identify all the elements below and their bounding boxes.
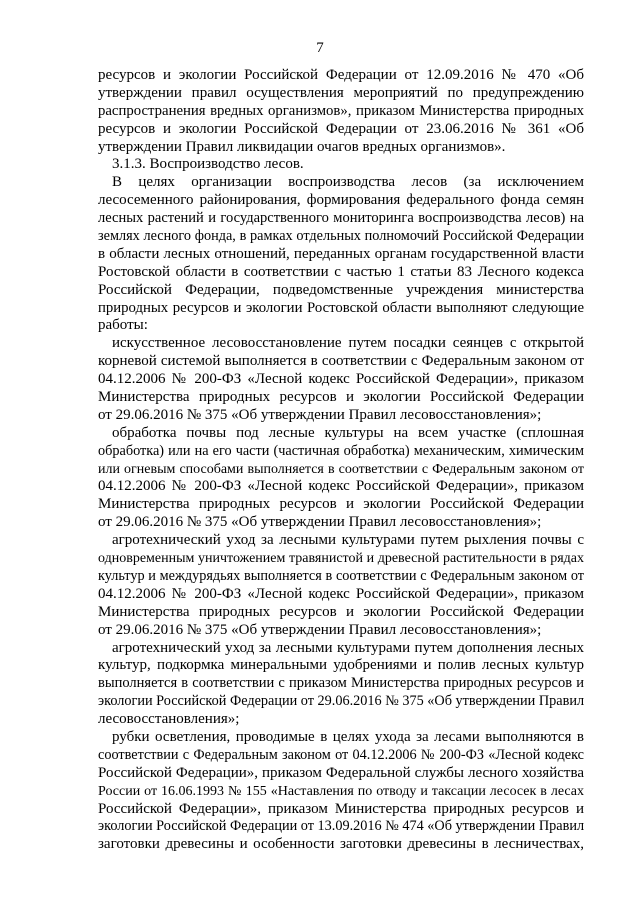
- text-line: экологии Российской Федерации от 29.06.2016 № 375 «Об утверждении Правил: [98, 693, 585, 710]
- text-line: землях лесного фонда, в рамках отдельных полномочий Российской Федерации: [98, 228, 584, 245]
- text-line: ресурсов и экологии Российской Федерации от 12.09.2016 № 470 «Об: [98, 67, 584, 83]
- text-line: 04.12.2006 № 200-ФЗ «Лесной кодекс Российской Федерации», приказом: [98, 478, 584, 495]
- text-line: выполняется в соответствии с приказом Министерства природных ресурсов и: [98, 675, 584, 692]
- text-line: работы:: [98, 317, 148, 334]
- text-line: обработка) или на его части (частичная обработка) механическим, химическим: [98, 442, 584, 459]
- text-line: агротехнический уход за лесными культурами путем рыхления почвы с: [112, 532, 584, 549]
- page-number: 7: [316, 40, 324, 56]
- text-line: обработка почвы под лесные культуры на всем участке (сплошная: [112, 424, 584, 441]
- text-line: лесосеменного районирования, формирования федерального фонда семян: [98, 192, 584, 209]
- text-line: утверждении правил осуществления мероприятий по предупреждению: [98, 84, 584, 101]
- text-line: Российской Федерации», приказом Министерства природных ресурсов и: [98, 800, 584, 817]
- text-line: экологии Российской Федерации от 13.09.2016 № 474 «Об утверждении Правил: [98, 818, 585, 835]
- text-line: культур и междурядьях выполняется в соответствии с Федеральным законом от: [98, 567, 584, 584]
- text-line: В целях организации воспроизводства лесов (за исключением: [112, 174, 584, 191]
- text-line: культур, подкормка минеральными удобрениями и полив лесных культур: [98, 657, 584, 674]
- text-line: распространения вредных организмов», приказом Министерства природных: [98, 102, 584, 119]
- text-line: Министерства природных ресурсов и экологии Российской Федерации: [98, 603, 584, 620]
- text-line: в области лесных отношений, переданных органам государственной власти: [98, 245, 584, 262]
- text-line: заготовки древесины и особенности заготовки древесины в лесничествах,: [98, 836, 584, 853]
- text-line: ресурсов и экологии Российской Федерации от 23.06.2016 № 361 «Об: [98, 120, 584, 137]
- text-line: корневой системой выполняется в соответствии с Федеральным законом от: [98, 353, 584, 370]
- text-line: Министерства природных ресурсов и экологии Российской Федерации: [98, 389, 584, 406]
- text-line: России от 16.06.1993 № 155 «Наставления по отводу и таксации лесосек в лесах: [98, 783, 584, 799]
- text-line: одновременным уничтожением травянистой и древесной растительности в рядах: [98, 551, 584, 567]
- text-line: Министерства природных ресурсов и экологии Российской Федерации: [98, 496, 584, 513]
- text-line: лесных растений и государственного мониторинга воспроизводства лесов) на: [98, 210, 584, 227]
- text-line: или огневым способами выполняется в соответствии с Федеральным законом от: [98, 461, 584, 477]
- document-body: [98, 67, 584, 854]
- text-line: агротехнический уход за лесными культурами путем дополнения лесных: [112, 639, 584, 656]
- text-line: Российской Федерации», приказом Федеральной службы лесного хозяйства: [98, 764, 584, 781]
- text-line: от 29.06.2016 № 375 «Об утверждении Правил лесовосстановления»;: [98, 406, 542, 423]
- text-line: рубки осветления, проводимые в целях ухода за лесами выполняются в: [112, 728, 584, 745]
- text-line: искусственное лесовосстановление путем посадки сеянцев с открытой: [112, 335, 584, 352]
- text-line: 04.12.2006 № 200-ФЗ «Лесной кодекс Российской Федерации», приказом: [98, 371, 584, 388]
- text-line: Ростовской области в соответствии с частью 1 статьи 83 Лесного кодекса: [98, 263, 584, 280]
- text-line: природных ресурсов и экологии Ростовской области выполняют следующие: [98, 299, 584, 316]
- text-line: от 29.06.2016 № 375 «Об утверждении Правил лесовосстановления»;: [98, 621, 542, 638]
- text-line: от 29.06.2016 № 375 «Об утверждении Правил лесовосстановления»;: [98, 514, 542, 531]
- text-line: соответствии с Федеральным законом от 04.12.2006 № 200-ФЗ «Лесной кодекс: [98, 746, 584, 763]
- text-line: 04.12.2006 № 200-ФЗ «Лесной кодекс Российской Федерации», приказом: [98, 585, 584, 602]
- text-line: утверждении Правил ликвидации очагов вредных организмов».: [98, 138, 506, 155]
- text-line: лесовосстановления»;: [98, 711, 240, 728]
- text-line: 3.1.3. Воспроизводство лесов.: [112, 156, 304, 173]
- text-line: Российской Федерации, подведомственные учреждения министерства: [98, 281, 584, 298]
